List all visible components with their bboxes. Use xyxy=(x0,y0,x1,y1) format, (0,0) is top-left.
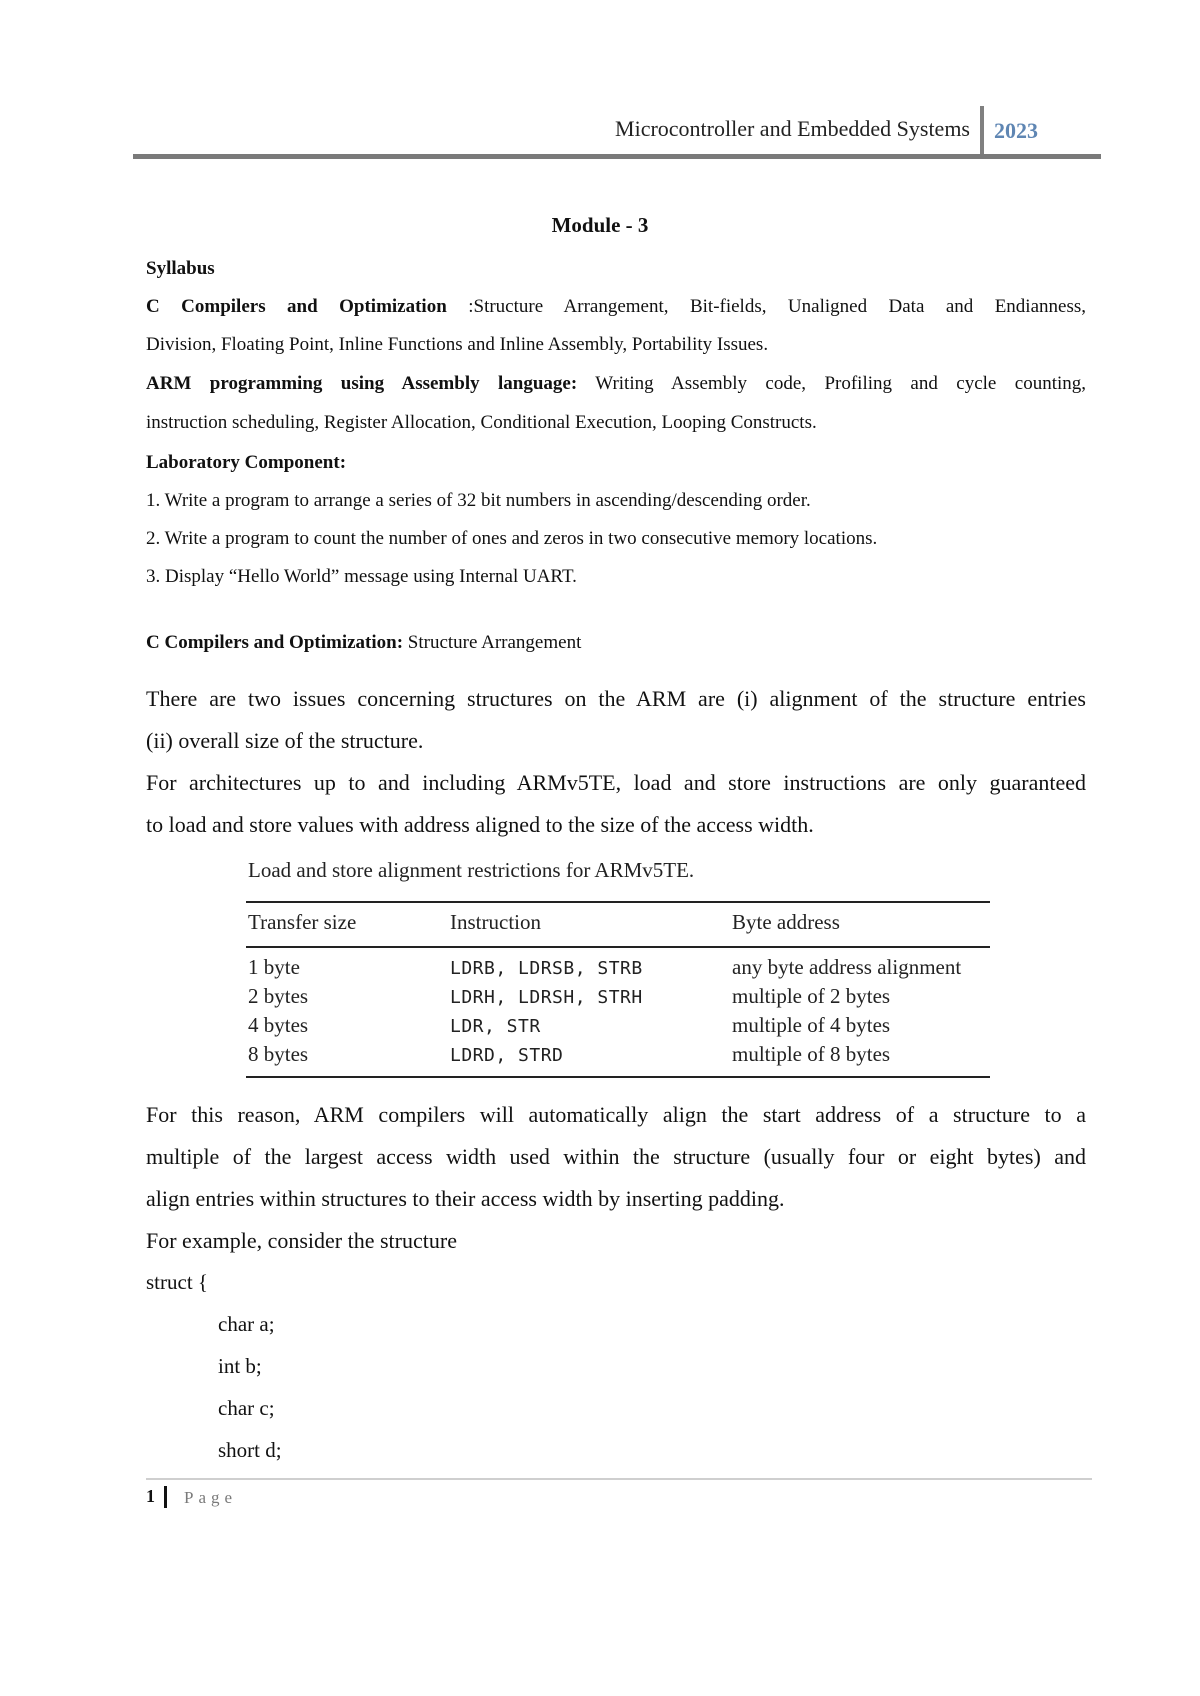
table-cell: 4 bytes xyxy=(248,1013,309,1037)
header-rule xyxy=(133,154,1101,159)
syllabus-c-compilers-label: C Compilers and Optimization xyxy=(146,296,447,317)
table-cell: 8 bytes xyxy=(248,1042,309,1066)
table-cell: multiple of 2 bytes xyxy=(732,984,891,1008)
table-cell: multiple of 8 bytes xyxy=(732,1042,891,1066)
table-header: Instruction xyxy=(450,910,541,934)
syllabus-c-compilers-line2: Division, Floating Point, Inline Functions and Inline Assembly, Portability Issues. xyxy=(146,334,769,355)
paragraph-line: multiple of the largest access width used within the structure (usually four or eight bytes) and xyxy=(146,1144,1086,1169)
code-line: char c; xyxy=(218,1396,275,1420)
footer-rule xyxy=(146,1478,1092,1480)
table-header: Transfer size xyxy=(248,910,357,934)
table-cell: 1 byte xyxy=(248,955,300,979)
header-separator xyxy=(980,106,984,156)
table-cell: LDR, STR xyxy=(450,1016,541,1037)
table-cell: any byte address alignment xyxy=(732,955,962,979)
module-title: Module - 3 xyxy=(551,213,649,237)
section-heading: C Compilers and Optimization: Structure Arrangement xyxy=(146,632,582,653)
code-struct-open: struct { xyxy=(146,1270,208,1294)
table-cell: LDRD, STRD xyxy=(450,1045,564,1066)
running-header-title: Microcontroller and Embedded Systems xyxy=(615,116,970,141)
syllabus-arm-line1: ARM programming using Assembly language: Writing Assembly code, Profiling and cycle counting, xyxy=(146,373,1087,394)
paragraph-line: For architectures up to and including ARMv5TE, load and store instructions are only guaranteed xyxy=(146,770,1086,795)
table-header: Byte address xyxy=(732,910,840,934)
table-header-rule xyxy=(246,946,990,948)
syllabus-arm-line2: instruction scheduling, Register Allocation, Conditional Execution, Looping Constructs. xyxy=(146,412,817,433)
lab-item: 3. Display “Hello World” message using Internal UART. xyxy=(146,566,577,587)
table-cell: LDRB, LDRSB, STRB xyxy=(450,958,643,979)
footer-page-number: 1 xyxy=(146,1486,155,1506)
code-line: short d; xyxy=(218,1438,282,1462)
syllabus-c-compilers-line1: C Compilers and Optimization :Structure Arrangement, Bit-fields, Unaligned Data and Endianness, xyxy=(146,296,1086,317)
lab-item: 2. Write a program to count the number of ones and zeros in two consecutive memory locations. xyxy=(146,528,878,549)
table-cell: 2 bytes xyxy=(248,984,309,1008)
code-line: char a; xyxy=(218,1312,275,1336)
table-caption: Load and store alignment restrictions for ARMv5TE. xyxy=(248,858,695,882)
paragraph-line: There are two issues concerning structures on the ARM are (i) alignment of the structure entries xyxy=(146,686,1086,711)
code-line: int b; xyxy=(218,1354,262,1378)
paragraph-line: to load and store values with address aligned to the size of the access width. xyxy=(146,812,814,837)
syllabus-arm-label: ARM programming using Assembly language: xyxy=(146,373,578,394)
lab-heading: Laboratory Component: xyxy=(146,452,347,473)
lab-item: 1. Write a program to arrange a series of 32 bit numbers in ascending/descending order. xyxy=(146,490,811,511)
table-cell: LDRH, LDRSH, STRH xyxy=(450,987,643,1008)
paragraph-line: For this reason, ARM compilers will automatically align the start address of a structure to a xyxy=(146,1102,1086,1127)
running-header-year: 2023 xyxy=(994,118,1038,143)
footer-separator xyxy=(164,1486,167,1508)
paragraph-line: (ii) overall size of the structure. xyxy=(146,728,424,753)
table-bottom-rule xyxy=(246,1076,990,1078)
table-cell: multiple of 4 bytes xyxy=(732,1013,891,1037)
syllabus-heading: Syllabus xyxy=(146,258,215,279)
paragraph-line: align entries within structures to their access width by inserting padding. xyxy=(146,1186,785,1211)
paragraph-line: For example, consider the structure xyxy=(146,1228,457,1253)
footer-page-label: Page xyxy=(184,1488,238,1507)
table-top-rule xyxy=(246,901,990,903)
